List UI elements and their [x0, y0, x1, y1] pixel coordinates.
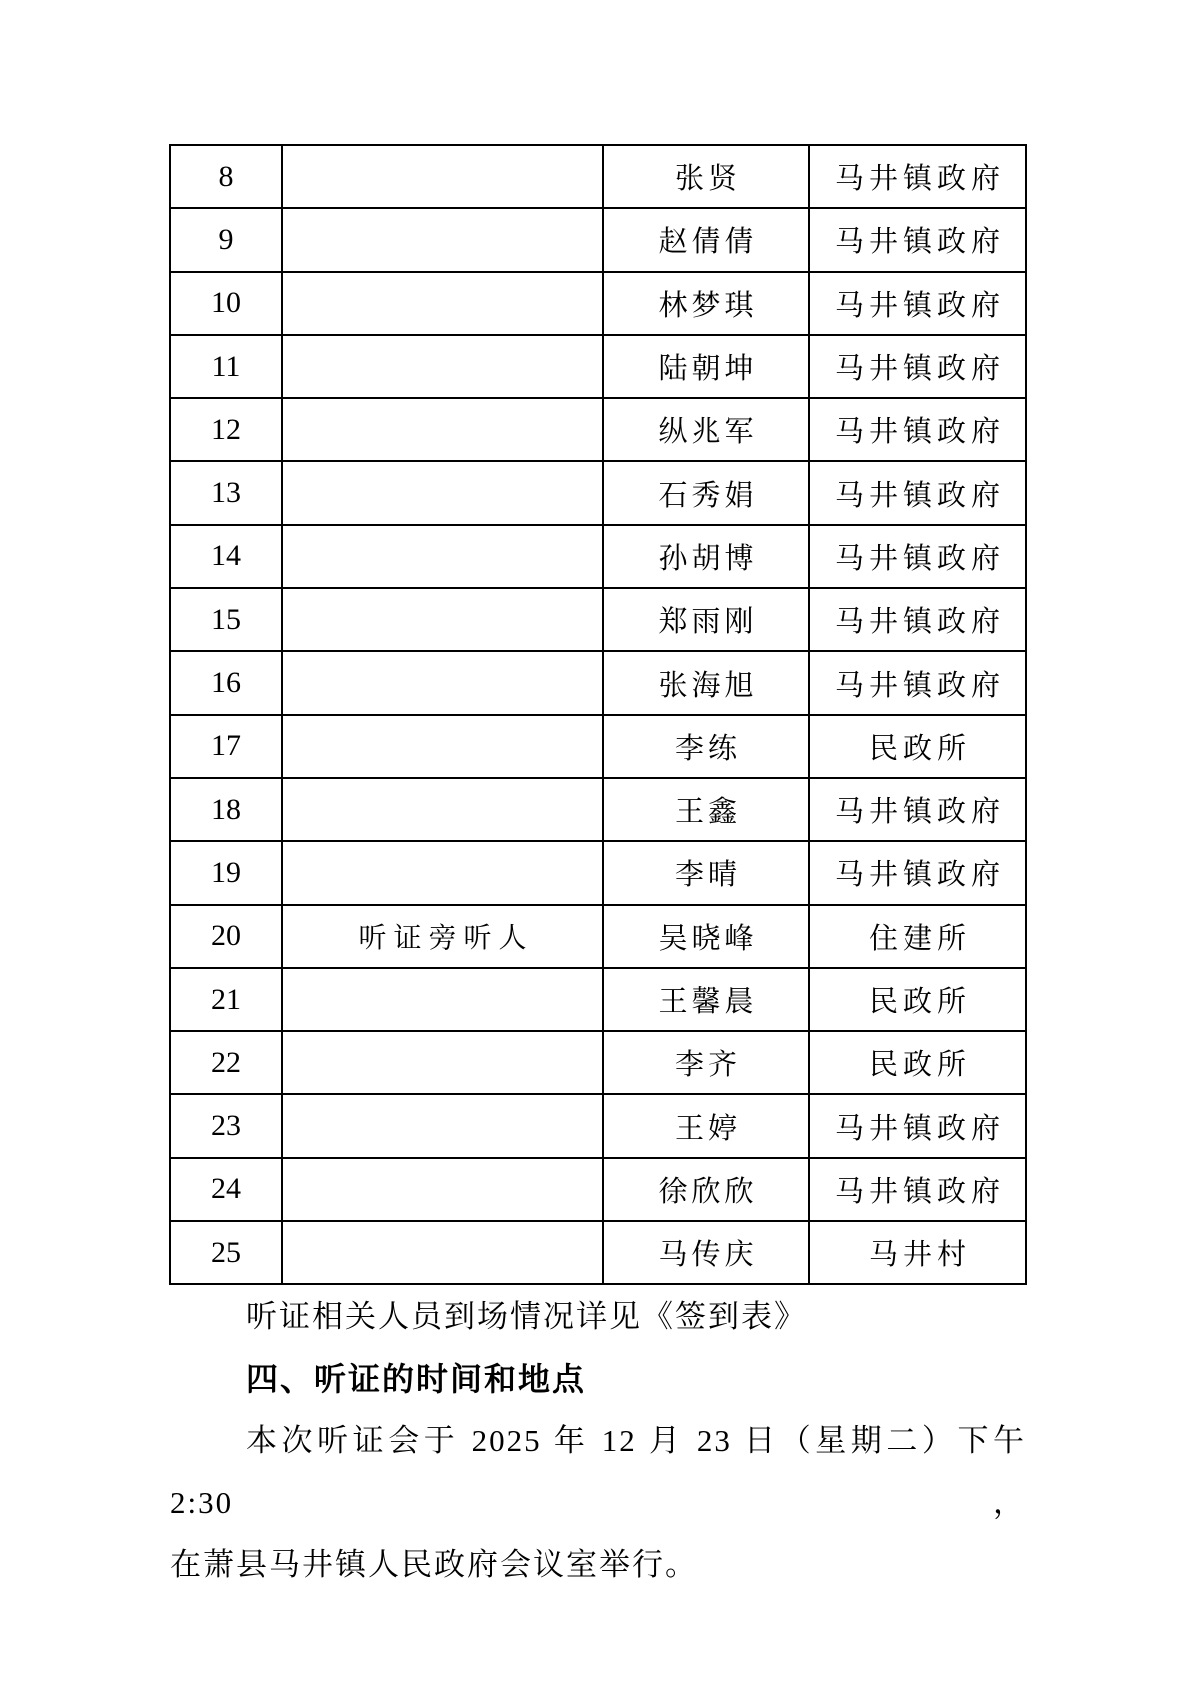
paragraph-line-2: 在萧县马井镇人民政府会议室举行。 [170, 1547, 698, 1582]
role-cell [282, 272, 603, 335]
table-row [170, 588, 1026, 651]
name-cell: 纵兆军 [603, 398, 809, 461]
role-cell [282, 335, 603, 398]
table-row [170, 905, 1026, 968]
role-cell [282, 525, 603, 588]
name-cell: 石秀娟 [603, 461, 809, 524]
role-cell [282, 145, 603, 208]
role-cell [282, 208, 603, 271]
row-number-cell: 20 [170, 905, 282, 968]
role-cell [282, 1094, 603, 1157]
name-cell: 张海旭 [603, 651, 809, 714]
org-cell: 住建所 [809, 905, 1026, 968]
org-cell: 马井镇政府 [809, 1094, 1026, 1157]
role-cell [282, 968, 603, 1031]
name-cell: 吴晓峰 [603, 905, 809, 968]
org-cell: 民政所 [809, 968, 1026, 1031]
name-cell: 陆朝坤 [603, 335, 809, 398]
table-row [170, 651, 1026, 714]
name-cell: 马传庆 [603, 1221, 809, 1284]
name-cell: 徐欣欣 [603, 1158, 809, 1221]
org-cell: 马井镇政府 [809, 145, 1026, 208]
role-cell: 听证旁听人 [282, 905, 603, 968]
org-cell: 马井村 [809, 1221, 1026, 1284]
org-cell: 民政所 [809, 715, 1026, 778]
org-cell: 马井镇政府 [809, 778, 1026, 841]
table-row [170, 1221, 1026, 1284]
table-row [170, 272, 1026, 335]
role-cell [282, 1221, 603, 1284]
table-row [170, 968, 1026, 1031]
name-cell: 孙胡博 [603, 525, 809, 588]
org-cell: 马井镇政府 [809, 398, 1026, 461]
row-number-cell: 18 [170, 778, 282, 841]
row-number-cell: 19 [170, 841, 282, 904]
row-number-cell: 12 [170, 398, 282, 461]
row-number-cell: 17 [170, 715, 282, 778]
table-row [170, 335, 1026, 398]
row-number-cell: 11 [170, 335, 282, 398]
note-line: 听证相关人员到场情况详见《签到表》 [246, 1299, 807, 1334]
role-cell [282, 715, 603, 778]
paragraph-line-1: 本次听证会于 2025 年 12 月 23 日（星期二）下午 2:30， [170, 1423, 1026, 1520]
table-row [170, 208, 1026, 271]
row-number-cell: 24 [170, 1158, 282, 1221]
table-row [170, 1094, 1026, 1157]
row-number-cell: 16 [170, 651, 282, 714]
role-cell [282, 651, 603, 714]
role-cell [282, 588, 603, 651]
name-cell: 王鑫 [603, 778, 809, 841]
org-cell: 马井镇政府 [809, 461, 1026, 524]
org-cell: 马井镇政府 [809, 525, 1026, 588]
row-number-cell: 25 [170, 1221, 282, 1284]
name-cell: 王馨晨 [603, 968, 809, 1031]
row-number-cell: 21 [170, 968, 282, 1031]
table-row [170, 1031, 1026, 1094]
role-cell [282, 461, 603, 524]
table-row [170, 461, 1026, 524]
section-heading: 四、听证的时间和地点 [246, 1360, 587, 1398]
row-number-cell: 9 [170, 208, 282, 271]
role-cell [282, 841, 603, 904]
name-cell: 赵倩倩 [603, 208, 809, 271]
org-cell: 马井镇政府 [809, 841, 1026, 904]
row-number-cell: 14 [170, 525, 282, 588]
name-cell: 李晴 [603, 841, 809, 904]
row-number-cell: 22 [170, 1031, 282, 1094]
attendee-table [169, 144, 1027, 1285]
row-number-cell: 13 [170, 461, 282, 524]
table-row [170, 715, 1026, 778]
org-cell: 马井镇政府 [809, 1158, 1026, 1221]
org-cell: 马井镇政府 [809, 208, 1026, 271]
name-cell: 王婷 [603, 1094, 809, 1157]
table-row [170, 525, 1026, 588]
table-row [170, 841, 1026, 904]
row-number-cell: 10 [170, 272, 282, 335]
row-number-cell: 8 [170, 145, 282, 208]
table-row [170, 145, 1026, 208]
name-cell: 李练 [603, 715, 809, 778]
table-row [170, 1158, 1026, 1221]
table-row [170, 398, 1026, 461]
name-cell: 林梦琪 [603, 272, 809, 335]
row-number-cell: 15 [170, 588, 282, 651]
org-cell: 马井镇政府 [809, 272, 1026, 335]
table-row [170, 778, 1026, 841]
row-number-cell: 23 [170, 1094, 282, 1157]
name-cell: 郑雨刚 [603, 588, 809, 651]
name-cell: 李齐 [603, 1031, 809, 1094]
org-cell: 民政所 [809, 1031, 1026, 1094]
role-cell [282, 398, 603, 461]
role-cell [282, 778, 603, 841]
role-cell [282, 1031, 603, 1094]
org-cell: 马井镇政府 [809, 588, 1026, 651]
role-cell [282, 1158, 603, 1221]
body-text-block [170, 1286, 1026, 1596]
org-cell: 马井镇政府 [809, 335, 1026, 398]
org-cell: 马井镇政府 [809, 651, 1026, 714]
name-cell: 张贤 [603, 145, 809, 208]
